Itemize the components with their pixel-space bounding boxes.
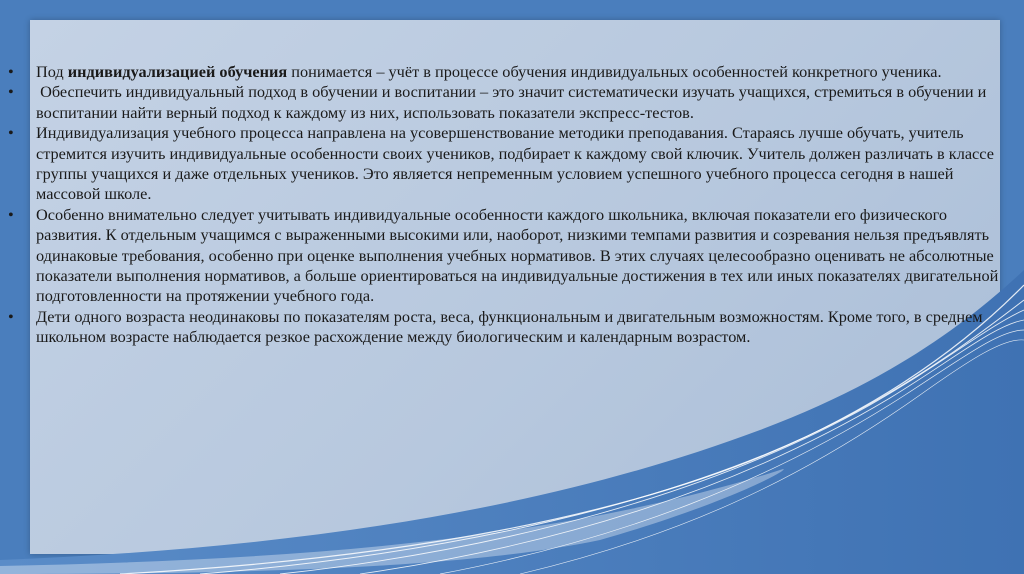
bullet-icon: •	[8, 62, 14, 81]
bullet-icon: •	[8, 204, 14, 224]
item-text: Обеспечить индивидуальный подход в обучении и воспитании – это значит систематически изучать учащихся, стремиться в обучении и воспитании найти верный подход к каждому из них, использовать показатели экспресс-тестов.	[36, 82, 991, 122]
bullet-icon: •	[8, 123, 14, 143]
item-text: Под индивидуализацией обучения понимается – учёт в процессе обучения индивидуальных особенностей конкретного ученика.	[36, 62, 942, 81]
list-item	[0, 62, 1024, 82]
bullet-icon: •	[8, 82, 14, 102]
list-item	[0, 307, 1024, 348]
bullet-list	[0, 62, 1024, 348]
item-text: Особенно внимательно следует учитывать индивидуальные особенности каждого школьника, включая показатели его физического развития. К отдельным учащимся с выраженными высокими или, наоборот, низкими темпами развития и созревания нельзя предъявлять одинаковые требования, особенно при оценке выполнения учебных нормативов. В этих случаях целесообразно оценивать не абсолютные показатели выполнения нормативов, а больше ориентироваться на индивидуальные достижения в тех или иных показателях двигательной подготовленности на протяжении учебного года.	[36, 204, 999, 306]
bullet-icon: •	[8, 306, 14, 326]
item-text: Дети одного возраста неодинаковы по показателям роста, веса, функциональным и двигательным возможностям. Кроме того, в среднем школьном возрасте наблюдается резкое расхождение между биологическим и календарным возрастом.	[36, 306, 983, 347]
bold-term: индивидуализацией обучения	[67, 62, 288, 81]
list-item	[0, 205, 1024, 307]
item-text: Индивидуализация учебного процесса направлена на усовершенствование методики преподавания. Стараясь лучше обучать, учитель стремится изучить индивидуальные особенности своих учеников, подбирает к каждому свой ключик. Учитель должен различать в классе группы учащихся и даже отдельных учеников. Это является непременным условием успешного учебного процесса сегодня в нашей массовой школе.	[36, 123, 994, 204]
list-item	[0, 82, 1024, 123]
list-item	[0, 123, 1024, 205]
